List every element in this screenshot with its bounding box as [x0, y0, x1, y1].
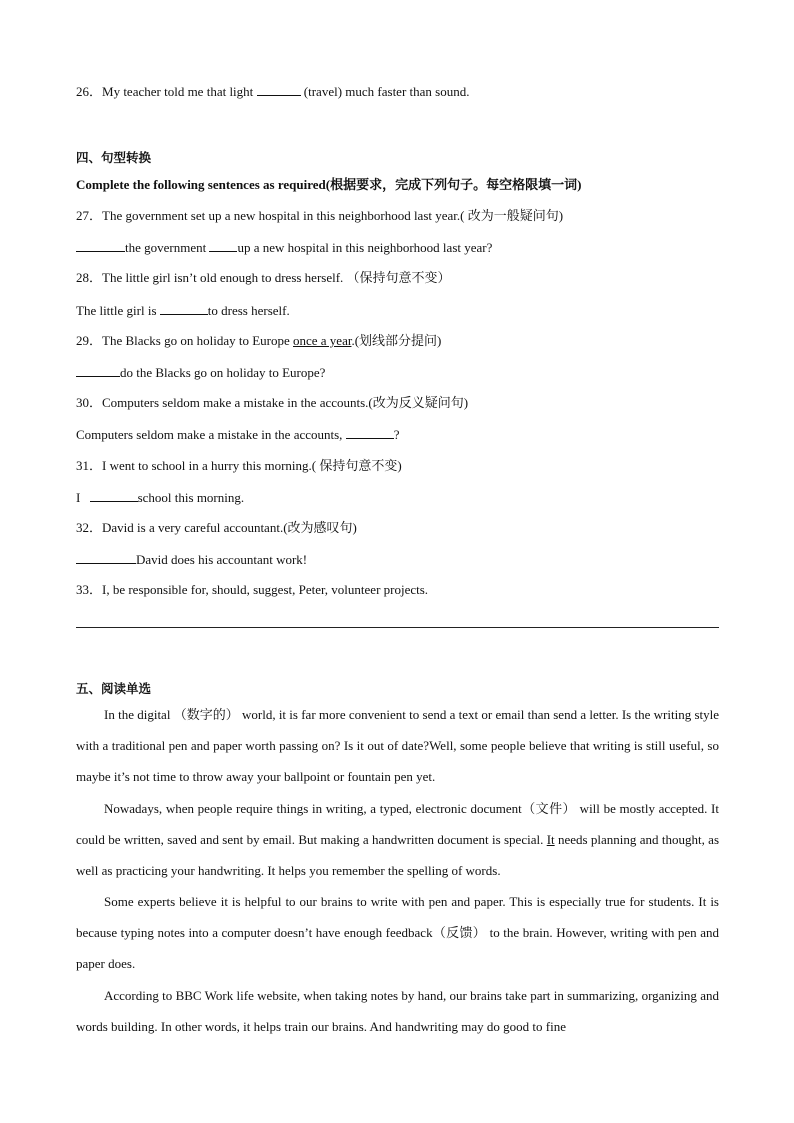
question-29	[76, 333, 719, 349]
answer-text: the government	[125, 240, 210, 255]
answer-32	[76, 551, 719, 568]
answer-text: do the Blacks go on holiday to Europe?	[120, 365, 326, 380]
question-30: 30．Computers seldom make a mistake in the accounts.(改为反义疑问句)	[76, 395, 469, 410]
answer-27	[76, 239, 719, 256]
answer-blank[interactable]	[76, 364, 120, 377]
answer-line-33[interactable]	[76, 627, 719, 628]
answer-blank[interactable]	[76, 239, 125, 252]
question-33: 33．I, be responsible for, should, suggest, Peter, volunteer projects.	[76, 582, 429, 597]
answer-text: up a new hospital in this neighborhood last year?	[237, 240, 493, 255]
answer-text: I	[76, 490, 84, 505]
underlined-phrase: once a year	[293, 333, 352, 348]
paragraph-text: Nowadays, when people require things in writing, a typed, electronic document（文件） will be mostly accepted. It could be written, saved and sent by email. But making a handwritten document is special.	[76, 801, 719, 847]
answer-30	[76, 426, 719, 443]
paragraph-text: According to BBC Work life website, when taking notes by hand, our brains take part in summarizing, organizing and words building. In other words, it helps train our brains. And handwriting may do good to fine	[76, 988, 719, 1034]
passage-paragraph-2	[76, 793, 719, 886]
paragraph-text: In the digital （数字的） world, it is far more convenient to send a text or email than send a letter. Is the writing style with a traditional pen and paper worth passing on? Is it out of date?Well, some people believe that writing is still useful, so maybe it’s not time to throw away your ballpoint or fountain pen yet.	[76, 707, 719, 784]
passage-paragraph-1	[76, 699, 719, 792]
question-text: My teacher told me that light	[102, 84, 257, 99]
question-32: 32．David is a very careful accountant.(改为感叹句)	[76, 520, 357, 535]
answer-text: The little girl is	[76, 303, 160, 318]
answer-text: to dress herself.	[207, 303, 290, 318]
answer-text: school this morning.	[137, 490, 245, 505]
answer-text: ?	[393, 427, 400, 442]
section-4-instruction: Complete the following sentences as required(根据要求，完成下列句子。每空格限填一词)	[76, 177, 582, 192]
section-4-title: 四、句型转换	[76, 150, 152, 165]
answer-blank[interactable]	[346, 426, 394, 439]
passage-paragraph-4	[76, 980, 719, 1042]
answer-blank[interactable]	[257, 83, 301, 96]
section-5-title: 五、阅读单选	[76, 681, 152, 696]
question-31: 31．I went to school in a hurry this morning.( 保持句意不变)	[76, 458, 402, 473]
question-28: 28．The little girl isn’t old enough to dress herself. （保持句意不变）	[76, 270, 451, 285]
answer-text: David does his accountant work!	[136, 552, 308, 567]
answer-blank[interactable]	[209, 239, 237, 252]
question-27: 27．The government set up a new hospital in this neighborhood last year.( 改为一般疑问句)	[76, 208, 564, 223]
answer-blank[interactable]	[76, 551, 136, 564]
paragraph-text: Some experts believe it is helpful to our brains to write with pen and paper. This is especially true for students. It is because typing notes into a computer doesn’t have enough feedback（反馈） to the brain. However, writing with pen and paper does.	[76, 894, 719, 971]
question-text: .(划线部分提问)	[351, 333, 442, 348]
answer-text: Computers seldom make a mistake in the accounts,	[76, 427, 346, 442]
passage-paragraph-3	[76, 886, 719, 979]
answer-28	[76, 302, 719, 319]
question-text: 29．The Blacks go on holiday to Europe	[76, 333, 293, 348]
answer-29	[76, 364, 719, 381]
answer-31	[76, 489, 719, 506]
question-26	[76, 83, 719, 100]
question-number: 26．	[76, 84, 103, 99]
question-text: (travel) much faster than sound.	[300, 84, 470, 99]
paragraph-text: needs planning and thought, as well as practicing your handwriting. It helps you remember the spelling of words.	[76, 832, 720, 878]
answer-blank[interactable]	[90, 489, 138, 502]
underlined-word: It	[546, 832, 555, 847]
answer-blank[interactable]	[160, 302, 208, 315]
